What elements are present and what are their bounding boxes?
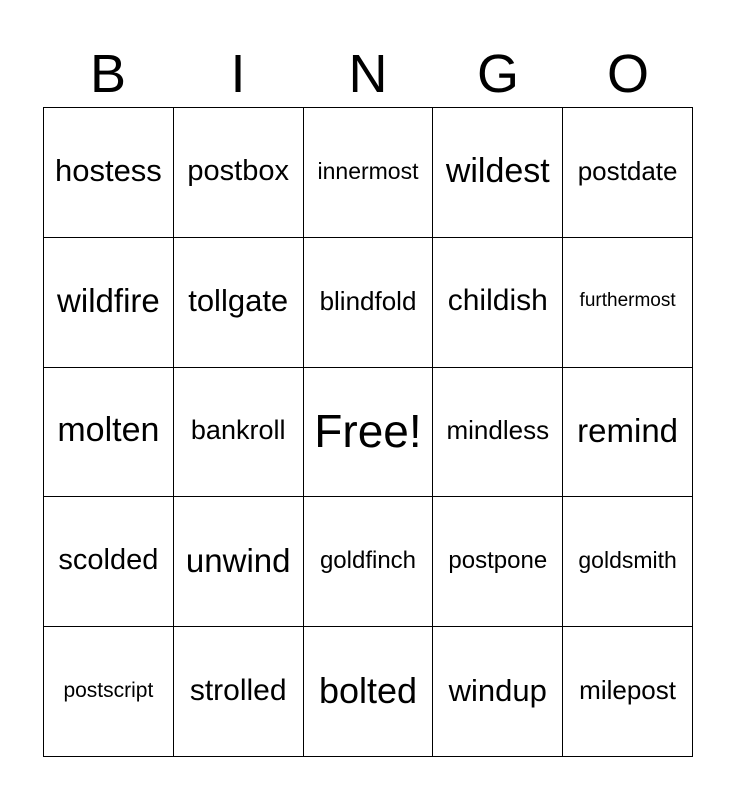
bingo-cell[interactable]: unwind — [174, 497, 304, 627]
bingo-cell[interactable]: scolded — [44, 497, 174, 627]
bingo-cell[interactable]: wildest — [433, 108, 563, 238]
bingo-board — [43, 107, 693, 757]
bingo-cell[interactable]: goldfinch — [304, 497, 434, 627]
bingo-cell[interactable]: tollgate — [174, 238, 304, 368]
bingo-cell[interactable]: milepost — [563, 627, 693, 757]
bingo-cell[interactable]: furthermost — [563, 238, 693, 368]
bingo-cell[interactable]: remind — [563, 368, 693, 498]
header-letter-g: G — [476, 44, 519, 104]
bingo-cell[interactable]: wildfire — [44, 238, 174, 368]
bingo-cell[interactable]: mindless — [433, 368, 563, 498]
bingo-header — [43, 40, 693, 108]
free-space[interactable]: Free! — [304, 368, 434, 498]
bingo-cell[interactable]: postscript — [44, 627, 174, 757]
header-letter-n: N — [348, 44, 388, 104]
bingo-cell[interactable]: strolled — [174, 627, 304, 757]
bingo-cell[interactable]: childish — [433, 238, 563, 368]
bingo-cell[interactable]: innermost — [304, 108, 434, 238]
bingo-cell[interactable]: postdate — [563, 108, 693, 238]
bingo-cell[interactable]: blindfold — [304, 238, 434, 368]
bingo-cell[interactable]: bolted — [304, 627, 434, 757]
header-letter-b: B — [89, 44, 127, 104]
header-letter-o: O — [606, 44, 649, 104]
header-letter-i: I — [230, 44, 246, 104]
bingo-cell[interactable]: postpone — [433, 497, 563, 627]
bingo-cell[interactable]: goldsmith — [563, 497, 693, 627]
bingo-cell[interactable]: hostess — [44, 108, 174, 238]
bingo-cell[interactable]: postbox — [174, 108, 304, 238]
bingo-cell[interactable]: bankroll — [174, 368, 304, 498]
bingo-cell[interactable]: windup — [433, 627, 563, 757]
bingo-cell[interactable]: molten — [44, 368, 174, 498]
